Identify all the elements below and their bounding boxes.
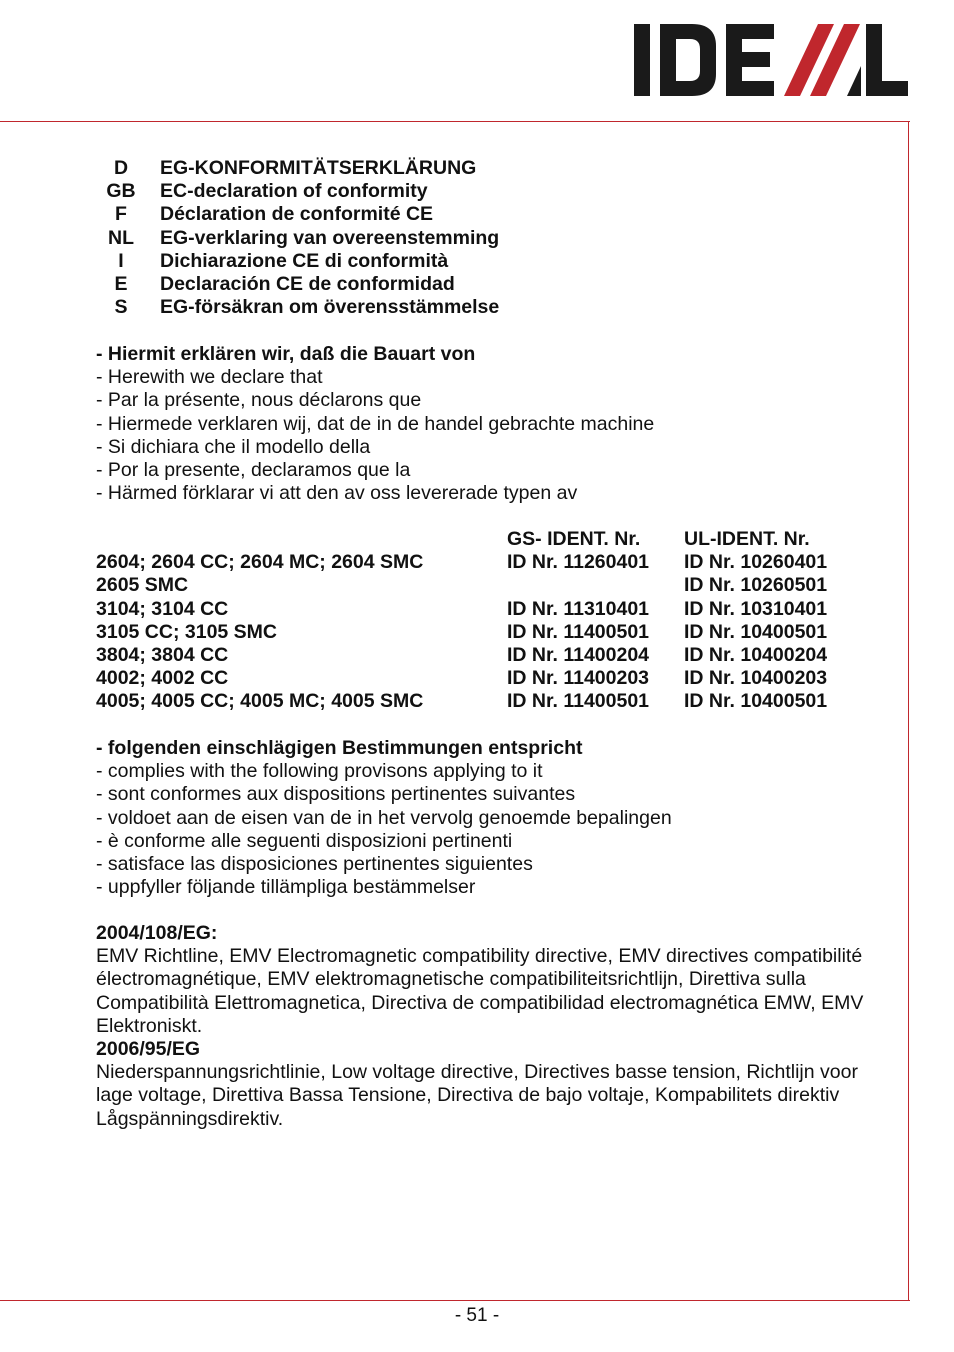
- language-code: GB: [106, 180, 136, 203]
- model-name: 4002; 4002 CC: [96, 667, 229, 690]
- statement-line: - Härmed förklarar vi att den av oss levererade typen av: [96, 482, 578, 505]
- declaration-title: Dichiarazione CE di conformità: [160, 249, 449, 272]
- ul-ident: ID Nr. 10400204: [684, 643, 828, 666]
- ul-ident: ID Nr. 10400203: [684, 667, 828, 690]
- language-code: F: [115, 203, 127, 226]
- ul-ident-header: UL-IDENT. Nr.: [684, 528, 810, 550]
- model-row: [96, 574, 876, 597]
- declaration-statement: [96, 343, 886, 505]
- statement-line: - Par la présente, nous déclarons que: [96, 389, 422, 412]
- language-code: D: [113, 157, 129, 179]
- declaration-titles: [96, 157, 796, 319]
- directive-code: 2004/108/EG:: [96, 922, 218, 944]
- compliance-lead: - folgenden einschlägigen Bestimmungen entspricht: [96, 737, 583, 759]
- frame-bottom-rule: [0, 1300, 910, 1301]
- compliance-line: - complies with the following provisons applying to it: [96, 760, 543, 783]
- title-row: [96, 250, 796, 273]
- ul-ident: ID Nr. 10310401: [684, 597, 828, 620]
- declaration-title: Déclaration de conformité CE: [160, 203, 434, 226]
- model-name: 3104; 3104 CC: [96, 597, 229, 620]
- declaration-title: EG-KONFORMITÄTSERKLÄRUNG: [160, 157, 477, 179]
- compliance-line: - sont conformes aux dispositions pertinentes suivantes: [96, 783, 576, 806]
- gs-ident: ID Nr. 11400501: [507, 690, 650, 713]
- language-code: I: [118, 249, 124, 272]
- compliance-line: - è conforme alle seguenti disposizioni pertinenti: [96, 829, 513, 852]
- language-code: E: [114, 272, 128, 295]
- ul-ident: ID Nr. 10260501: [684, 574, 828, 597]
- title-row: [96, 227, 796, 250]
- statement-line: - Hiermede verklaren wij, dat de in de handel gebrachte machine: [96, 412, 655, 435]
- models-table: [96, 528, 876, 714]
- statement-line: - Por la presente, declaramos que la: [96, 458, 411, 481]
- model-row: [96, 644, 876, 667]
- declaration-title: EG-försäkran om överensstämmelse: [160, 296, 500, 319]
- directive-code: 2006/95/EG: [96, 1038, 201, 1060]
- gs-ident: ID Nr. 11400203: [507, 667, 650, 690]
- gs-ident: ID Nr. 11400204: [507, 643, 650, 666]
- compliance-statement: [96, 737, 886, 899]
- directive-text: EMV Richtline, EMV Electromagnetic compatibility directive, EMV directives compatibilité électromagnétique, EMV elektromagnetische compatibiliteitsrichtlijn, Direttiva sulla Compatibilità Elettromagnetica, Directiva de compatibilidad electromagnética EMW, EMV Elektroniskt.: [96, 945, 864, 1037]
- model-name: 4005; 4005 CC; 4005 MC; 4005 SMC: [96, 690, 424, 713]
- statement-lead: - Hiermit erklären wir, daß die Bauart von: [96, 343, 476, 365]
- title-row: [96, 180, 796, 203]
- title-row: [96, 203, 796, 226]
- model-name: 3804; 3804 CC: [96, 643, 229, 666]
- language-code: S: [114, 296, 128, 319]
- directives: [96, 922, 886, 1131]
- declaration-title: EG-verklaring van overeenstemming: [160, 226, 500, 249]
- model-row: [96, 621, 876, 644]
- statement-line: - Herewith we declare that: [96, 366, 323, 389]
- model-name: 2605 SMC: [96, 574, 189, 597]
- gs-ident: ID Nr. 11310401: [507, 597, 650, 620]
- model-name: 3105 CC; 3105 SMC: [96, 620, 278, 643]
- declaration-title: EC-declaration of conformity: [160, 180, 428, 203]
- title-row: [96, 157, 796, 180]
- language-code: NL: [108, 226, 134, 249]
- compliance-line: - uppfyller följande tillämpliga bestämmelser: [96, 876, 476, 899]
- declaration-title: Declaración CE de conformidad: [160, 272, 455, 295]
- gs-ident-header: GS- IDENT. Nr.: [507, 528, 641, 550]
- frame-top-rule: [0, 121, 910, 122]
- ul-ident: ID Nr. 10400501: [684, 690, 828, 713]
- ideal-logo: [634, 24, 908, 96]
- gs-ident: ID Nr. 11260401: [507, 551, 650, 574]
- ul-ident: ID Nr. 10400501: [684, 620, 828, 643]
- models-header-row: [96, 528, 876, 551]
- statement-line: - Si dichiara che il modello della: [96, 435, 371, 458]
- model-name: 2604; 2604 CC; 2604 MC; 2604 SMC: [96, 551, 424, 574]
- gs-ident: ID Nr. 11400501: [507, 620, 650, 643]
- page-number: - 51 -: [454, 1305, 500, 1326]
- model-row: [96, 598, 876, 621]
- model-row: [96, 690, 876, 713]
- compliance-line: - voldoet aan de eisen van de in het vervolg genoemde bepalingen: [96, 806, 672, 829]
- frame-right-rule: [908, 121, 909, 1301]
- model-row: [96, 667, 876, 690]
- title-row: [96, 296, 796, 319]
- ul-ident: ID Nr. 10260401: [684, 551, 828, 574]
- directive-text: Niederspannungsrichtlinie, Low voltage directive, Directives basse tension, Richtlijn voor lage voltage, Direttiva Bassa Tensione, Directiva de bajo voltaje, Kompabilitets direktiv Lågspänningsdirektiv.: [96, 1061, 858, 1130]
- compliance-line: - satisface las disposiciones pertinentes siguientes: [96, 852, 533, 875]
- title-row: [96, 273, 796, 296]
- model-row: [96, 551, 876, 574]
